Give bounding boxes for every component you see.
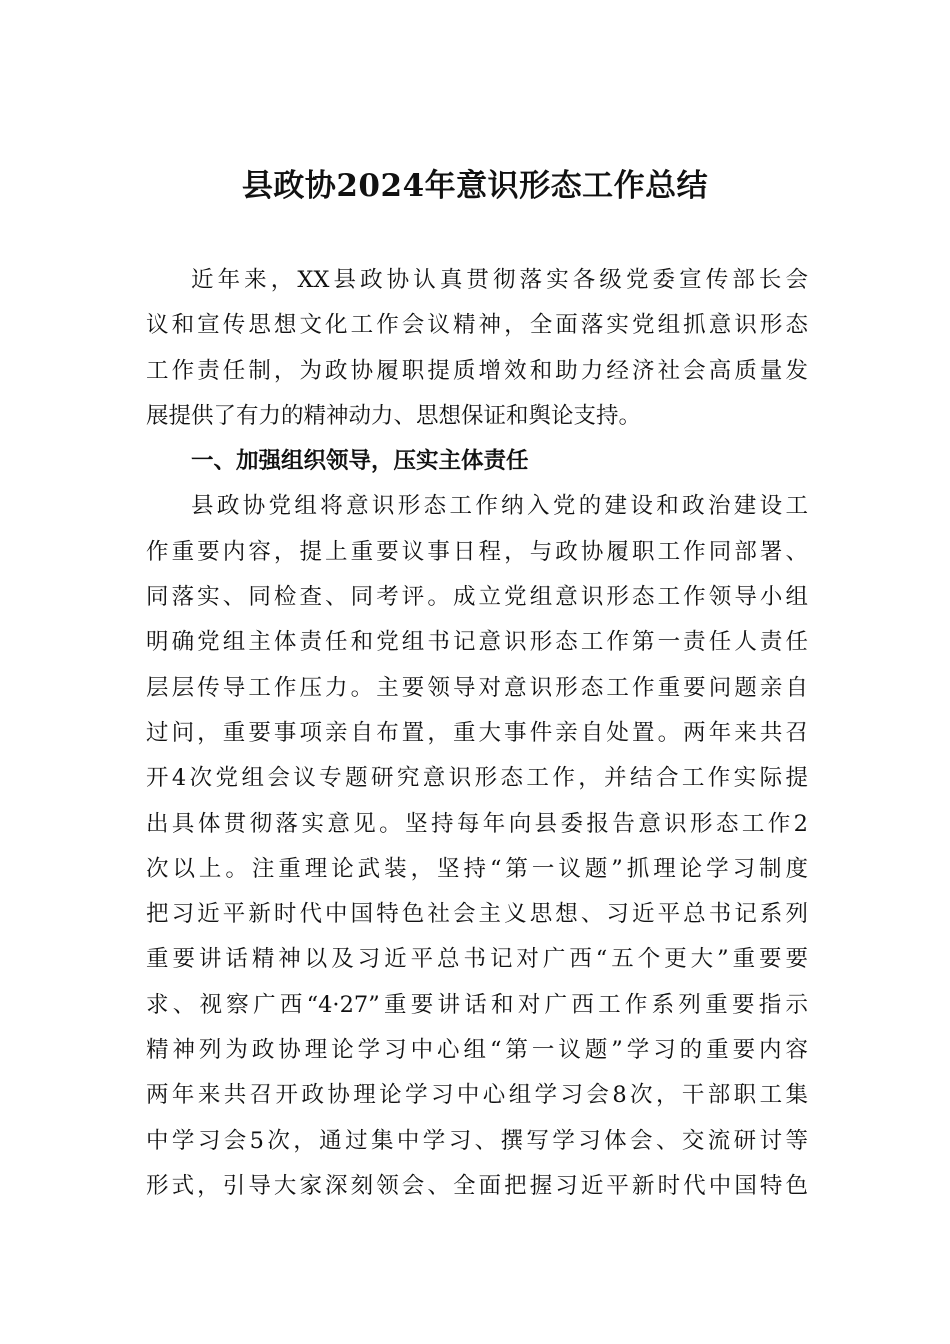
paragraph-line: 同落实、同检查、同考评。成立党组意识形态工作领导小组 — [146, 584, 808, 611]
paragraph-line: 出具体贯彻落实意见。坚持每年向县委报告意识形态工作2 — [146, 810, 808, 837]
paragraph-line: 开4次党组会议专题研究意识形态工作，并结合工作实际提 — [146, 765, 808, 792]
paragraph-line: 层层传导工作压力。主要领导对意识形态工作重要问题亲自 — [146, 674, 808, 701]
document-body — [146, 258, 808, 1209]
paragraph-line: 过问，重要事项亲自布置，重大事件亲自处置。两年来共召 — [146, 719, 808, 746]
intro-paragraph — [146, 258, 808, 439]
paragraph-line: 形式，引导大家深刻领会、全面把握习近平新时代中国特色 — [146, 1172, 808, 1199]
document-title: 县政协2024年意识形态工作总结 — [241, 168, 709, 204]
section1-paragraph — [146, 484, 808, 1209]
paragraph-line: 展提供了有力的精神动力、思想保证和舆论支持。 — [146, 402, 642, 429]
paragraph-line: 作重要内容，提上重要议事日程，与政协履职工作同部署、 — [146, 538, 808, 565]
paragraph-line: 把习近平新时代中国特色社会主义思想、习近平总书记系列 — [146, 901, 808, 928]
paragraph-line: 县政协党组将意识形态工作纳入党的建设和政治建设工 — [191, 493, 808, 520]
paragraph-line: 近年来，XX县政协认真贯彻落实各级党委宣传部长会 — [191, 267, 808, 293]
paragraph-line: 次以上。注重理论武装，坚持“第一议题”抓理论学习制度 — [146, 855, 808, 882]
paragraph-line: 议和宣传思想文化工作会议精神，全面落实党组抓意识形态 — [146, 312, 808, 339]
paragraph-line: 中学习会5次，通过集中学习、撰写学习体会、交流研讨等 — [146, 1127, 808, 1154]
paragraph-line: 求、视察广西“4·27”重要讲话和对广西工作系列重要指示 — [146, 991, 808, 1018]
paragraph-line: 工作责任制，为政协履职提质增效和助力经济社会高质量发 — [146, 357, 808, 384]
paragraph-line: 精神列为政协理论学习中心组“第一议题”学习的重要内容 — [146, 1037, 808, 1064]
paragraph-line: 两年来共召开政协理论学习中心组学习会8次，干部职工集 — [146, 1082, 808, 1109]
section-heading: 一、加强组织领导，压实主体责任 — [191, 448, 529, 475]
paragraph-line: 明确党组主体责任和党组书记意识形态工作第一责任人责任 — [146, 629, 808, 656]
paragraph-line: 重要讲话精神以及习近平总书记对广西“五个更大”重要要 — [146, 946, 808, 973]
